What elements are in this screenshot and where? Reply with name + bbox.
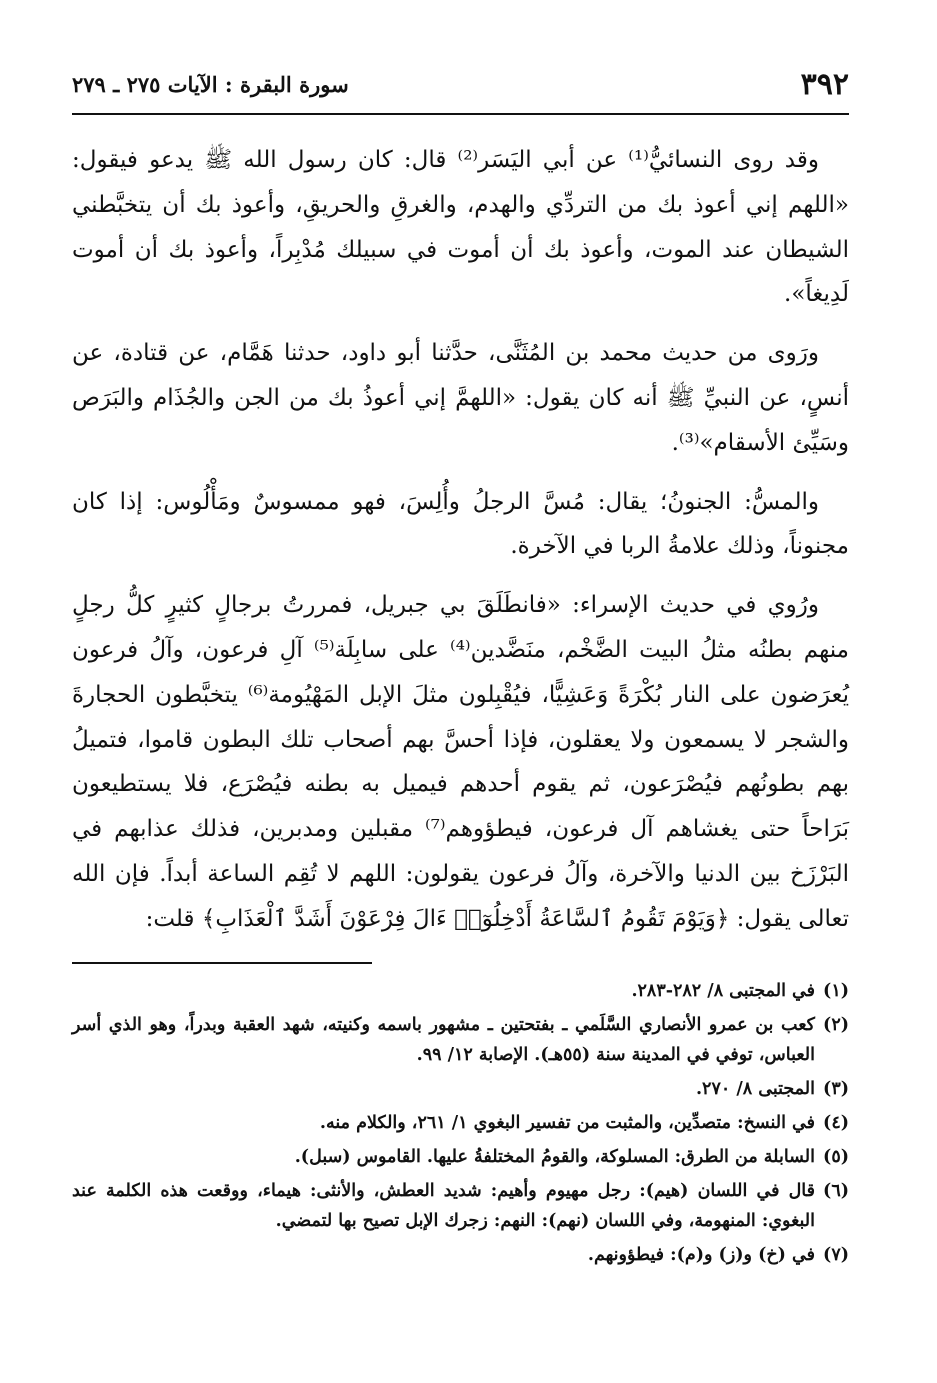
footnote-number: (١) [823,981,849,1001]
footnote-text: في النسخ: متصدِّين، والمثبت من تفسير البغوي ١/ ٢٦١، والكلام منه. [319,1113,815,1133]
footnote [72,1074,849,1104]
footnote-number: (٢) [823,1015,849,1035]
footnote-text: كعب بن عمرو الأنصاري السَّلَمي ـ بفتحتين ـ مشهور باسمه وكنيته، شهد العقبة وبدراً، وهو الذي أسر العباس، توفي في المدينة سنة (٥٥هـ). الإصابة ١٢/ ٩٩. [72,1015,815,1065]
footnote-number: (٤) [823,1113,849,1133]
page-header [72,62,849,106]
footnote-text: السابلة من الطرق: المسلوكة، والقومُ المختلفةُ عليها. القاموس (سبل). [294,1147,815,1167]
footnote-text: المجتبى ٨/ ٢٧٠. [695,1079,815,1099]
paragraph: ورَوى من حديث محمد بن المُثَنَّى، حدَّثنا أبو داود، حدثنا هَمَّام، عن قتادة، عن أنسٍ، عن النبيِّ ﷺ أنه كان يقول: «اللهمَّ إني أعوذُ بك من الجن والجُذَام والبَرَص وسَيِّئ الأسقام»⁽³⁾. [72,340,849,456]
running-title: سورة البقرة : الآيات ٢٧٥ ـ ٢٧٩ [72,71,349,97]
footnote-text: قال في اللسان (هيم): رجل مهيوم وأهيم: شديد العطش، والأنثى: هيماء، ووقعت هذه الكلمة عند البغوي: المنهومة، وفي اللسان (نهم): النهم: زجرك الإبل تصيح بها لتمضي. [72,1181,815,1231]
paragraph: وقد روى النسائيُّ⁽¹⁾ عن أبي اليَسَر⁽²⁾ قال: كان رسول الله ﷺ يدعو فيقول: «اللهم إني أعوذ بك من التردِّي والهدم، والغرقِ والحريقِ، وأعوذ بك أن يتخبَّطني الشيطان عند الموت، وأعوذ بك أن أموت في سبيلك مُدْبِراً، وأعوذ بك أن أموت لَدِيغاً». [72,147,849,308]
footnote [72,1142,849,1172]
footnote-number: (٧) [823,1245,849,1265]
footnote-divider [72,962,372,964]
header-divider [72,113,849,115]
footnote [72,1176,849,1236]
footnote [72,1010,849,1070]
footnote-number: (٥) [823,1147,849,1167]
footnote-number: (٦) [823,1181,849,1201]
main-text [72,138,849,956]
footnote-text: في (خ) و(ز) و(م): فيطؤونهم. [587,1245,815,1265]
footnote [72,976,849,1006]
paragraph: والمسُّ: الجنونُ؛ يقال: مُسَّ الرجلُ وأُلِسَ، فهو ممسوسٌ ومَأْلُوس: إذا كان مجنوناً، وذلك علامةُ الربا في الآخرة. [72,488,849,560]
footnote-text: في المجتبى ٨/ ٢٨٢-٢٨٣. [631,981,815,1001]
footnote [72,1240,849,1270]
paragraph: ورُوي في حديث الإسراء: «فانطَلَقَ بي جبريل، فمررتُ برجالٍ كثيرٍ كلُّ رجلٍ منهم بطنُه مثلُ البيت الضَّخْم، منَضَّدين⁽⁴⁾ على سابِلَة⁽⁵⁾ آلِ فرعون، وآلُ فرعون يُعرَضون على النار بُكْرَةً وَعَشِيًّا، فيُقْبِلون مثلَ الإبل المَهْيُومة⁽⁶⁾ يتخبَّطون الحجارةَ والشجر لا يسمعون ولا يعقلون، فإذا أحسَّ بهم أصحاب تلك البطون قاموا، فتميلُ بهم بطونُهم فيُصْرَعون، ثم يقوم أحدهم فيميل به بطنه فيُصْرَع، فلا يستطيعون بَرَاحاً حتى يغشاهم آل فرعون، فيطؤوهم⁽⁷⁾ مقبلين ومدبرين، فذلك عذابهم في البَرْزَخ بين الدنيا والآخرة، وآلُ فرعون يقولون: اللهم لا تُقِم الساعة أبداً. فإن الله تعالى يقول: ﴿وَيَوْمَ تَقُومُ ٱلسَّاعَةُ أَدْخِلُوٓا۟ ءَالَ فِرْعَوْنَ أَشَدَّ ٱلْعَذَابِ﴾ قلت: [72,592,850,932]
footnote [72,1108,849,1138]
footnotes [72,976,849,1274]
footnote-number: (٣) [823,1079,849,1099]
page-number: ٣٩٢ [800,66,849,102]
